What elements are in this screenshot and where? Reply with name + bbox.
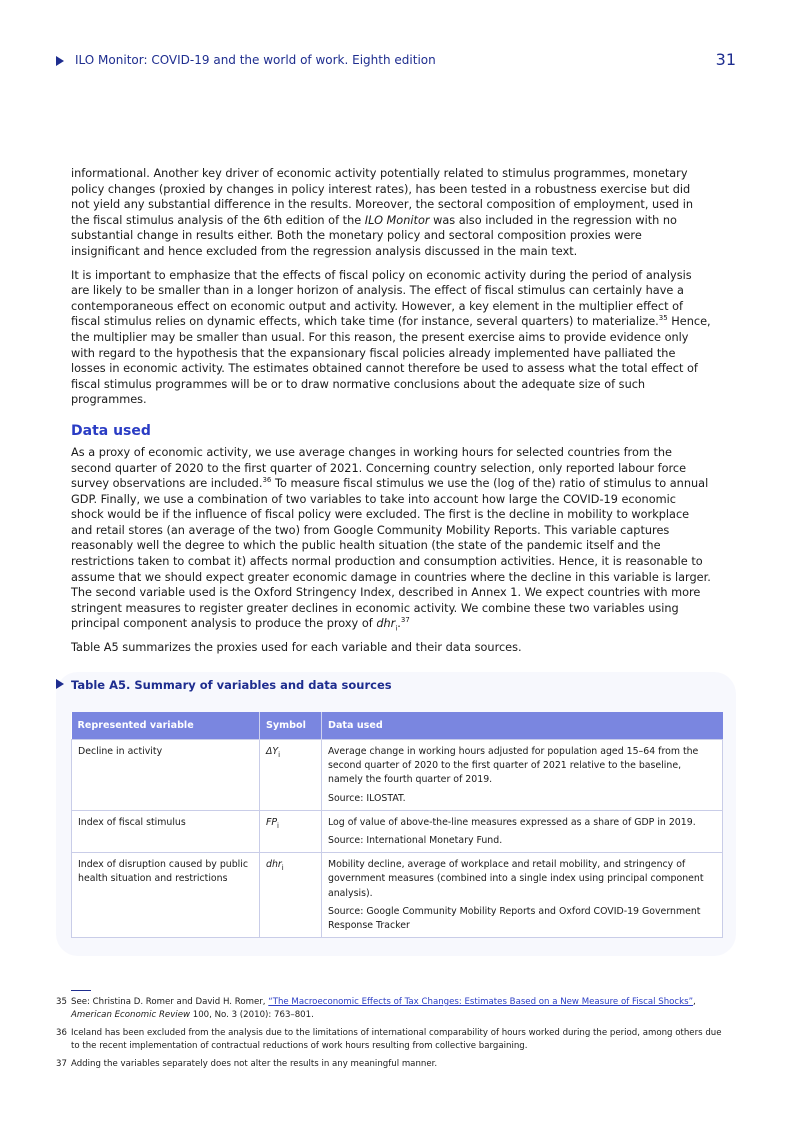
running-header — [56, 52, 736, 76]
triangle-bullet-icon — [56, 56, 64, 66]
main-content — [71, 166, 711, 664]
symbol-cell: dhr$_i$ — [260, 853, 322, 938]
section-heading-data-used: Data used — [71, 422, 151, 439]
column-header: Data used — [322, 712, 723, 740]
column-header: Represented variable — [72, 712, 260, 740]
paragraph-3: As a proxy of economic activity, we use average changes in working hours for selected countries from the second quarter of 2020 to the first quarter of 2021. Concerning country selection, only reported labour force survey observations are included.$^{36}$ To measure fiscal stimulus we use the (log of the) ratio of stimulus to annual GDP. Finally, we use a combination of two variables to take into account how large the COVID-19 economic shock would be if the influence of fiscal policy were excluded. The first is the decline in mobility to workplace and retail stores (an average of the two) from Google Community Mobility Reports. This variable captures reasonably well the degree to which the public health situation (the state of the pandemic itself and the restrictions taken to combat it) affects normal production and consumption activities. Hence, it is reasonable to assume that we should expect greater economic damage in countries where the decline in this variable is larger. The second variable used is the Oxford Stringency Index, described in Annex 1. We expect countries with more stringent measures to register greater declines in economic activity. We combine these two variables using principal component analysis to produce the proxy of dhr$_i$.$^{37}$ — [71, 445, 711, 633]
data-cell: Mobility decline, average of workplace and retail mobility, and stringency of government measures (combined into a single index using principal component analysis). Source: Google Community Mobility Reports and Oxford COVID-19 Government Response Tracker — [322, 853, 723, 938]
column-header: Symbol — [260, 712, 322, 740]
variable-cell: Decline in activity — [72, 740, 260, 811]
paragraph-1: informational. Another key driver of economic activity potentially related to stimulus programmes, monetary policy changes (proxied by changes in policy interest rates), has been tested in a robustness exercise but did not yield any substantial difference in the results. Moreover, the sectoral composition of employment, used in the fiscal stimulus analysis of the 6th edition of the ILO Monitor was also included in the regression with no substantial change in results either. Both the monetary policy and sectoral composition proxies were insignificant and hence excluded from the regression analysis discussed in the main text. — [71, 167, 694, 258]
variable-cell: Index of disruption caused by public health situation and restrictions — [72, 853, 260, 938]
footnote-divider — [71, 990, 91, 991]
data-cell: Log of value of above-the-line measures expressed as a share of GDP in 2019. Source: International Monetary Fund. — [322, 810, 723, 852]
source-note: Source: Google Community Mobility Reports and Oxford COVID-19 Government Response Tracker — [328, 905, 701, 932]
source-note: Source: International Monetary Fund. — [328, 835, 503, 847]
symbol-cell: $FP_i$ — [260, 810, 322, 852]
paragraph-4: Table A5 summarizes the proxies used for each variable and their data sources. — [71, 641, 522, 655]
data-cell: Average change in working hours adjusted for population aged 15–64 from the second quarter of 2020 to the first quarter of 2021 relative to the baseline, namely the fourth quarter of 2019. Source: ILOSTAT. — [322, 740, 723, 811]
footnote-36: 36 Iceland has been excluded from the analysis due to the limitations of international comparability of hours worked during the period, among others due to the recent implementation of contractual reductions of work hours resulting from collective bargaining. — [56, 1028, 722, 1051]
paragraph-2: It is important to emphasize that the effects of fiscal policy on economic activity during the period of analysis are likely to be smaller than in a longer horizon of analysis. The effect of fiscal stimulus can certainly have a contemporaneous effect on economic output and activity. However, a key element in the multiplier effect of fiscal stimulus relies on dynamic effects, which take time (for instance, several quarters) to materialize.$^{35}$ Hence, the multiplier may be smaller than usual. For this reason, the present exercise aims to provide evidence only with regard to the hypothesis that the expansionary fiscal policies already implemented have palliated the losses in economic activity. The estimates obtained cannot therefore be used to assess what the total effect of fiscal stimulus programmes will be or to draw normative conclusions about the adequate size of such programmes. — [71, 268, 711, 407]
table-header-row — [72, 712, 723, 740]
footnote-ref-35[interactable]: 35 — [658, 314, 668, 323]
reference-link[interactable]: “The Macroeconomic Effects of Tax Changes: Estimates Based on a New Measure of Fiscal Shocks” — [268, 997, 694, 1007]
source-note: Source: ILOSTAT. — [328, 792, 406, 804]
table-caption: Table A5. Summary of variables and data sources — [56, 678, 392, 694]
variable-cell: Index of fiscal stimulus — [72, 810, 260, 852]
publication-title: ILO Monitor: COVID-19 and the world of work. Eighth edition — [75, 53, 436, 67]
triangle-bullet-icon — [56, 679, 64, 689]
variables-table — [71, 712, 723, 938]
footnote-35: 35 See: Christina D. Romer and David H. Romer, “The Macroeconomic Effects of Tax Changes: Estimates Based on a New Measure of Fiscal Shocks”, American Economic Review 100, No. 3 (2010): 763–801. — [56, 997, 696, 1020]
symbol-cell: $\Delta Y_i$ — [260, 740, 322, 811]
footnotes — [56, 996, 726, 1077]
footnote-37: 37 Adding the variables separately does not alter the results in any meaningful manner. — [56, 1059, 438, 1070]
table-row — [72, 853, 723, 938]
table-row — [72, 740, 723, 811]
footnote-ref-36[interactable]: 36 — [262, 476, 272, 485]
table-row — [72, 810, 723, 852]
footnote-ref-37[interactable]: 37 — [400, 616, 410, 625]
page-number: 31 — [715, 50, 736, 69]
